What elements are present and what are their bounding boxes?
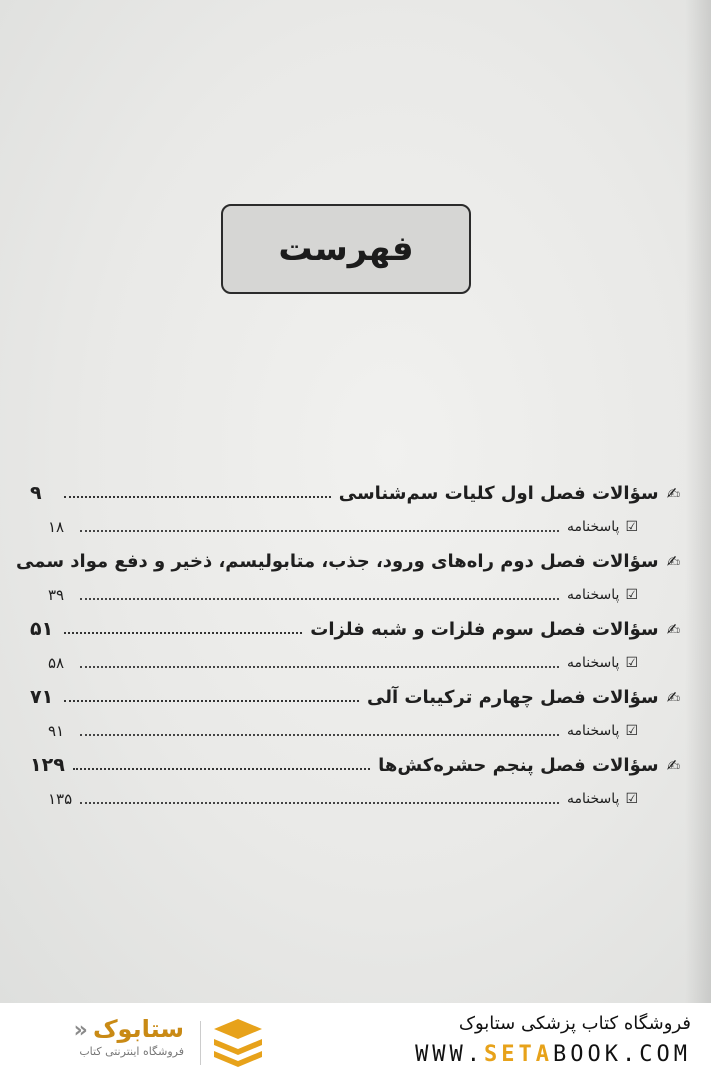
- leader-dots: [80, 734, 559, 736]
- toc-answer-4: [30, 714, 680, 748]
- title-box: [221, 204, 471, 294]
- toc-entry-label: سؤالات فصل پنجم حشره‌کش‌ها: [378, 754, 659, 776]
- toc-entry-label: سؤالات فصل سوم فلزات و شبه فلزات: [310, 618, 659, 640]
- toc-entry-3: [30, 612, 680, 646]
- checkbox-icon: ☑: [625, 587, 638, 603]
- toc-answer-page: ۹۱: [48, 722, 65, 740]
- toc-answer-page: ۱۸: [48, 518, 65, 536]
- pen-icon: ✍: [666, 755, 680, 775]
- toc-answer-page: ۱۳۵: [48, 790, 73, 808]
- toc-entry-2: [16, 544, 680, 578]
- leader-dots: [64, 700, 359, 702]
- pen-icon: ✍: [666, 551, 680, 571]
- toc-answer-3: [30, 646, 680, 680]
- toc-answer-1: [30, 510, 680, 544]
- leader-dots: [64, 496, 331, 498]
- page-title: فهرست: [278, 229, 414, 269]
- leader-dots: [73, 768, 370, 770]
- checkbox-icon: ☑: [625, 655, 638, 671]
- toc-answer-page: ۳۹: [48, 586, 65, 604]
- toc-entry-label: سؤالات فصل چهارم ترکیبات آلی: [367, 686, 659, 708]
- leader-dots: [64, 632, 302, 634]
- toc-entry-4: [30, 680, 680, 714]
- toc-answer-5: [30, 782, 680, 816]
- toc-entry-label: سؤالات فصل اول کلیات سم‌شناسی: [338, 482, 659, 504]
- store-footer: [0, 1003, 711, 1080]
- book-stack-icon: [210, 1017, 266, 1067]
- divider: [200, 1021, 201, 1065]
- toc-answer-2: [30, 578, 680, 612]
- table-of-contents: [16, 476, 680, 816]
- store-name: فروشگاه کتاب پزشکی ستابوک: [458, 1013, 691, 1034]
- toc-entry-page: ۹: [30, 482, 42, 504]
- leader-dots: [80, 666, 559, 668]
- toc-entry-1: [30, 476, 680, 510]
- toc-entry-page: ۷۱: [30, 686, 54, 708]
- checkbox-icon: ☑: [625, 519, 638, 535]
- leader-dots: [80, 802, 559, 804]
- toc-entry-5: [30, 748, 680, 782]
- leader-dots: [80, 598, 559, 600]
- checkbox-icon: ☑: [625, 791, 638, 807]
- toc-entry-page: ۵۱: [30, 618, 54, 640]
- toc-answer-page: ۵۸: [48, 654, 65, 672]
- chevron-left-icon: «: [73, 1018, 88, 1043]
- toc-entry-page: ۱۲۹: [30, 754, 65, 776]
- pen-icon: ✍: [666, 619, 680, 639]
- toc-answer-label: پاسخنامه: [567, 791, 620, 807]
- pen-icon: ✍: [666, 687, 680, 707]
- leader-dots: [80, 530, 559, 532]
- toc-answer-label: پاسخنامه: [567, 519, 620, 535]
- checkbox-icon: ☑: [625, 723, 638, 739]
- toc-answer-label: پاسخنامه: [567, 655, 620, 671]
- toc-entry-label: سؤالات فصل دوم راه‌های ورود، جذب، متابولیسم، ذخیر و دفع مواد سمی: [16, 550, 659, 572]
- toc-answer-label: پاسخنامه: [567, 723, 620, 739]
- toc-answer-label: پاسخنامه: [567, 587, 620, 603]
- logo-tagline: فروشگاه اینترنتی کتاب: [79, 1045, 184, 1058]
- pen-icon: ✍: [666, 483, 680, 503]
- logo-name: ستابوک: [92, 1015, 184, 1043]
- store-url[interactable]: WWW.SETABOOK.COM: [415, 1042, 691, 1067]
- store-logo[interactable]: [24, 1015, 184, 1058]
